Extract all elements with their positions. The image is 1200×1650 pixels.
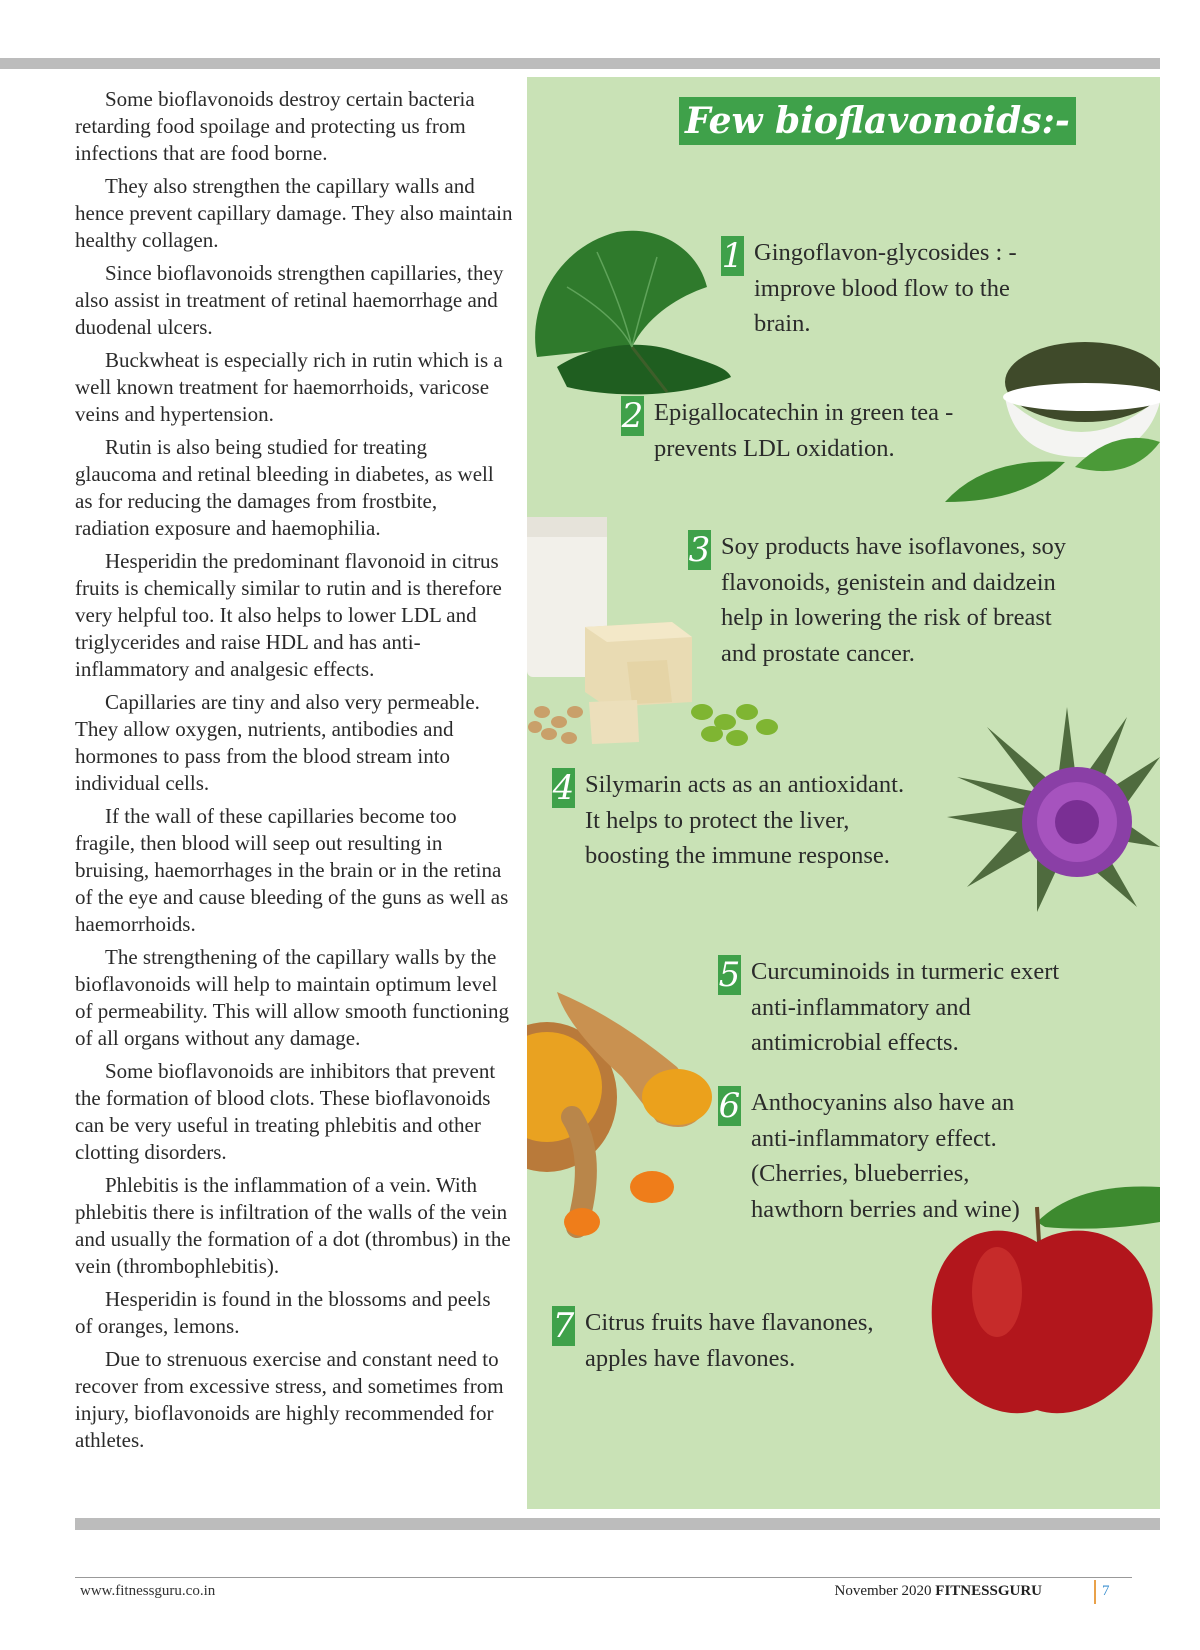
item-number-badge: 3 [688,530,711,570]
item-number-badge: 7 [552,1306,575,1346]
flavonoid-item [721,235,1051,342]
item-number-badge: 4 [552,768,575,808]
footer-magazine-name: FITNESSGURU [935,1583,1042,1599]
flavonoid-item [718,954,1068,1061]
article-paragraph: Some bioflavonoids destroy certain bacteria retarding food spoilage and protecting us from infections that are food borne. [75,87,475,165]
article-paragraph: The strengthening of the capillary walls by the bioflavonoids will help to maintain optimum level of permeability. This will allow smooth functioning of all organs without any damage. [75,945,509,1050]
footer-website: www.fitnessguru.co.in [80,1583,216,1599]
item-number-badge: 6 [718,1086,741,1126]
article-column [75,86,513,1460]
panel-title: Few bioflavonoids:- [679,97,1076,145]
article-paragraph: Buckwheat is especially rich in rutin which is a well known treatment for haemorrhoids, varicose veins and hypertension. [75,348,503,426]
footer-issue-date: November 2020 [834,1583,932,1599]
page-number: 7 [1102,1583,1110,1599]
article-paragraph: If the wall of these capillaries become too fragile, then blood will seep out resulting in bruising, haemorrhages in the brain or in the retina of the eye and cause bleeding of the guns as well as haemorrhoids. [75,804,509,936]
flavonoid-item [552,767,907,874]
item-number-badge: 1 [721,236,744,276]
footer-rule [75,1577,1132,1578]
footer-issue [834,1583,1042,1600]
item-text: Epigallocatechin in green tea - prevents LDL oxidation. [654,399,954,462]
article-paragraph: They also strengthen the capillary walls and hence prevent capillary damage. They also maintain healthy collagen. [75,174,513,252]
article-paragraph: Some bioflavonoids are inhibitors that prevent the formation of blood clots. These bioflavonoids can be very useful in treating phlebitis and other clotting disorders. [75,1059,496,1164]
flavonoid-item [718,1085,1038,1227]
flavonoid-item [621,395,1006,466]
turmeric-image [527,987,722,1247]
item-text: Citrus fruits have flavanones, apples have flavones. [585,1309,874,1372]
flavonoid-item [688,529,1088,671]
item-text: Gingoflavon-glycosides : - improve blood flow to the brain. [754,239,1017,337]
article-paragraph: Capillaries are tiny and also very permeable. They allow oxygen, nutrients, antibodies and hormones to pass from the blood stream into individual cells. [75,690,480,795]
item-text: Anthocyanins also have an anti-inflammatory effect. (Cherries, blueberries, hawthorn berries and wine) [751,1089,1020,1223]
flavonoid-item [552,1305,932,1376]
item-text: Silymarin acts as an antioxidant. It helps to protect the liver, boosting the immune response. [585,771,905,869]
article-paragraph: Due to strenuous exercise and constant need to recover from excessive stress, and sometimes from injury, bioflavonoids are highly recommended for athletes. [75,1347,504,1452]
item-text: Soy products have isoflavones, soy flavonoids, genistein and daidzein help in lowering the risk of breast and prostate cancer. [721,533,1066,667]
milk-thistle-image [927,697,1160,922]
article-paragraph: Hesperidin is found in the blossoms and peels of oranges, lemons. [75,1287,491,1338]
item-number-badge: 2 [621,396,644,436]
footer-separator [1094,1580,1096,1604]
bottom-divider-bar [75,1518,1160,1530]
item-number-badge: 5 [718,955,741,995]
item-text: Curcuminoids in turmeric exert anti-inflammatory and antimicrobial effects. [751,958,1060,1056]
article-paragraph: Hesperidin the predominant flavonoid in citrus fruits is chemically similar to rutin and is therefore very helpful too. It also helps to lower LDL and triglycerides and raise HDL and has anti-inflammatory and analgesic effects. [75,549,502,681]
ginkgo-leaf-image [527,227,732,402]
article-paragraph: Rutin is also being studied for treating glaucoma and retinal bleeding in diabetes, as well as for reducing the damages from frostbite, radiation exposure and haemophilia. [75,435,494,540]
article-paragraph: Phlebitis is the inflammation of a vein. With phlebitis there is infiltration of the walls of the vein and usually the formation of a dot (thrombus) in the vein (thrombophlebitis). [75,1173,511,1278]
top-divider-bar [0,58,1160,69]
article-paragraph: Since bioflavonoids strengthen capillaries, they also assist in treatment of retinal haemorrhage and duodenal ulcers. [75,261,504,339]
bioflavonoids-panel [527,77,1160,1509]
